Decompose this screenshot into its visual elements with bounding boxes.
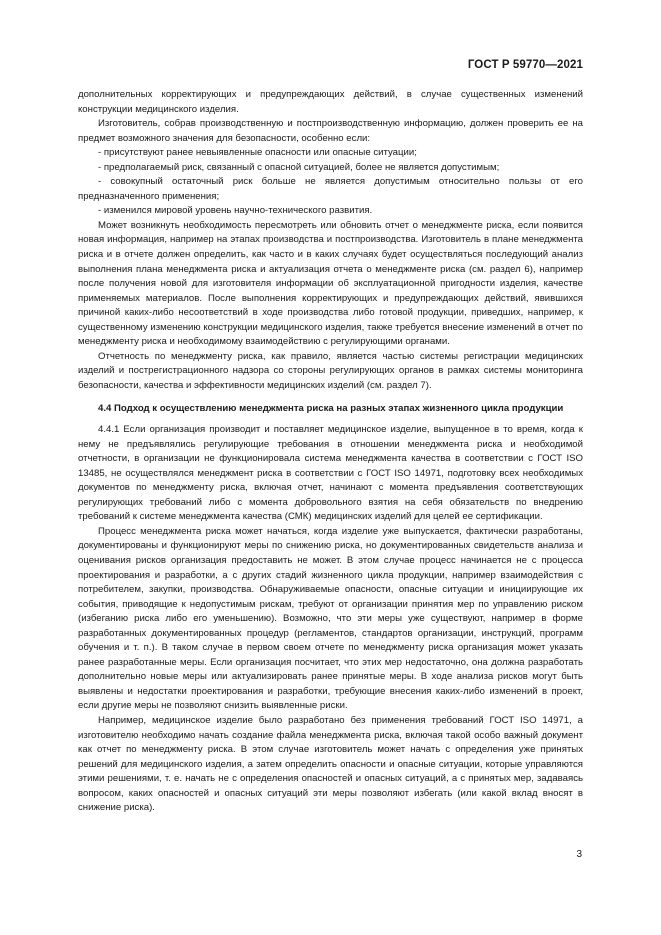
list-item: - изменился мировой уровень научно-технического развития. — [98, 205, 373, 217]
section-heading: 4.4 Подход к осуществлению менеджмента риска на разных этапах жизненного цикла продукции — [98, 403, 564, 415]
paragraph: Отчетность по менеджменту риска, как правило, является частью системы регистрации медицинских изделий и пострегистрационного надзора со стороны регулирующих органов в рамках системы мониторинга безопасности, качества и эффективности медицинских изделий (см. раздел 7). — [78, 350, 583, 391]
page-number: 3 — [576, 849, 582, 860]
standard-id-header: ГОСТ Р 59770—2021 — [467, 59, 583, 71]
paragraph: Например, медицинское изделие было разработано без применения требований ГОСТ ISO 14971, а изготовителю необходимо начать создание файла менеджмента риска, включая такой особо важный документ как отчет по менеджменту риска. В этом случае изготовитель может начать с определения уже принятых решений для медицинского изделия, а затем определить опасности и опасные ситуации, которые управляются этими решениями, т. е. начать не с определения опасностей и опасных ситуаций, а с принятых мер, задаваясь вопросом, каких опасностей и опасных ситуаций эти меры позволяют избегать (или какой вклад вносят в снижение риска). — [78, 714, 583, 814]
paragraph: Изготовитель, собрав производственную и постпроизводственную информацию, должен проверить ее на предмет возможного значения для безопасности, особенно если: — [78, 118, 583, 144]
paragraph: Может возникнуть необходимость пересмотреть или обновить отчет о менеджменте риска, если появится новая информация, например на этапах производства и постпроизводства. Изготовитель в плане менеджмента риска и в отчете должен определить, как часто и в каких случаях будет осуществляться последующий анализ выполнения плана менеджмента риска и актуализация отчета о менеджменте риска (см. раздел 6), например после получения новой для изготовителя информации об эксплуатационной пригодности изделия, качестве применяемых материалов. После выполнения корректирующих и предупреждающих действий, явившихся причиной каких-либо несоответствий в ходе производства либо готовой продукции, приведших, например, к существенному изменению конструкции медицинского изделия, также требуется внесение изменений в отчет по менеджменту риска и необходимому взаимодействию с регулирующими органами. — [78, 219, 583, 348]
document-body — [78, 88, 583, 816]
list-item: - присутствуют ранее невыявленные опасности или опасные ситуации; — [98, 147, 417, 159]
list-item: - совокупный остаточный риск больше не является допустимым относительно пользы от его предназначенного применения; — [78, 176, 583, 202]
paragraph: 4.4.1 Если организация производит и поставляет медицинское изделие, выпущенное в то время, когда к нему не предъявлялись регулирующие требования в отношении менеджмента риска и необходимой отчетности, в организации не функционировала система менеджмента качества в соответствии с ГОСТ ISO 13485, не осуществлялся менеджмент риска в соответствии с ГОСТ ISO 14971, подготовку всех необходимых документов по менеджменту риска, включая отчет, начинают с момента предъявления соответствующих регулирующих требований либо с момента добровольного взятия на себя обязательств по внедрению требований к системе менеджмента качества (СМК) медицинских изделий для целей ее сертификации. — [78, 424, 583, 523]
list-item: - предполагаемый риск, связанный с опасной ситуацией, более не является допустимым; — [98, 161, 500, 173]
paragraph: Процесс менеджмента риска может начаться, когда изделие уже выпускается, фактически разработаны, документированы и функционируют меры по снижению риска, но документированных свидетельств анализа и оценивания рисков организация предоставить не может. В этом случае процесс начинается не с процесса проектирования и разработки, а с других стадий жизненного цикла продукции, например взаимодействия с потребителем, закупки, производства. Обнаруживаемые опасности, опасные ситуации и инициирующие их события, приводящие к недопустимым рискам, требуют от организации принятия мер по управлению риском (избеганию риска либо его уменьшению). Возможно, что эти меры уже существуют, например в форме разработанных документированных процедур (регламентов, стандартов организации, инструкций, программ обучения и т. п.). В таком случае в первом своем отчете по менеджменту риска организация может указать ранее разработанные меры. Если организация посчитает, что этих мер недостаточно, она должна разработать дополнительно новые меры или актуализировать ранее принятые меры. В ходе анализа рисков могут быть выявлены и недостатки проектирования и разработки, требующие внесения каких-либо изменений в проект, если другие меры не позволяют снизить выявленные риски. — [78, 525, 583, 712]
paragraph: дополнительных корректирующих и предупреждающих действий, в случае существенных изменений конструкции медицинского изделия. — [78, 89, 583, 115]
